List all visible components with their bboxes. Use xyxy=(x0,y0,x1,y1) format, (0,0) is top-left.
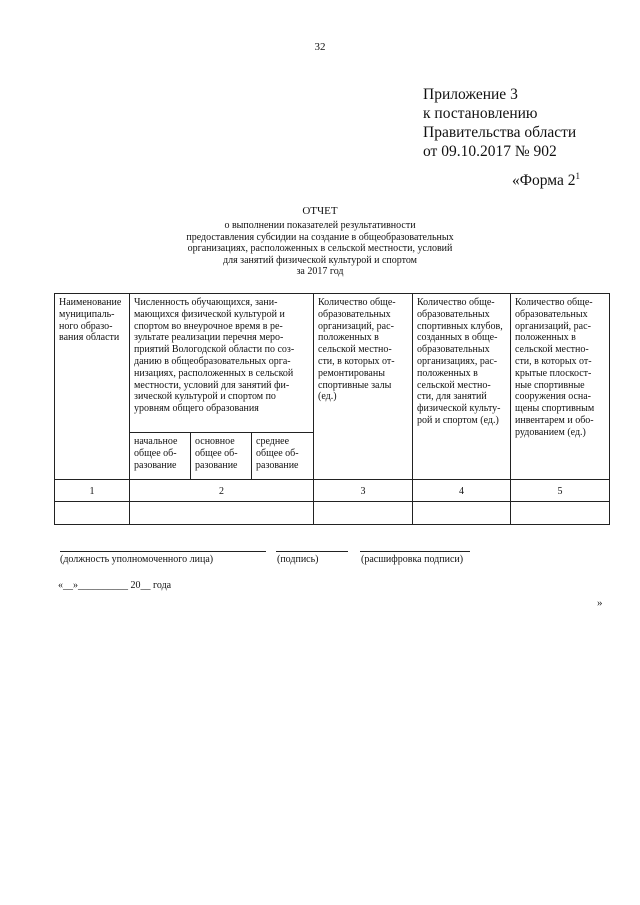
column-number: 3 xyxy=(360,486,366,497)
appendix-line: Приложение 3 xyxy=(423,86,518,103)
report-subtitle-line: за 2017 год xyxy=(296,266,344,278)
header-primary-level: начальное общее об-разование xyxy=(134,436,178,471)
signature-caption: (подпись) xyxy=(277,554,319,565)
appendix-line: от 09.10.2017 № 902 xyxy=(423,143,557,160)
report-table xyxy=(54,293,610,525)
closing-quote: » xyxy=(597,597,603,609)
form-label xyxy=(512,171,580,190)
header-gyms-repaired: Количество обще-образовательных организаций, рас-положенных в сельской местно-сти, в которых от-ремонтированы спортивные залы (ед.) xyxy=(318,297,396,403)
position-line xyxy=(60,551,266,552)
header-outdoor-facilities: Количество обще-образовательных организаций, рас-положенных в сельской местно-сти, в которых от-крытые плоскост-ные спортивные сооружения осна-щены спортивным инвентарем и обо-рудованием (ед.) xyxy=(515,297,595,438)
report-subtitle-line: о выполнении показателей результативности xyxy=(224,220,416,231)
page-number: 32 xyxy=(314,41,326,53)
report-subtitle xyxy=(150,220,490,278)
decoding-caption: (расшифровка подписи) xyxy=(361,554,464,565)
header-basic-level: основное общее об-разование xyxy=(195,436,238,471)
form-label-superscript: 1 xyxy=(575,171,580,181)
report-title: ОТЧЕТ xyxy=(302,205,338,217)
report-subtitle-line: для занятий физической культурой и спортом xyxy=(222,254,417,266)
header-sports-clubs: Количество обще-образовательных спортивных клубов, созданных в обще-образовательных организациях, рас-положенных в сельской местно-сти, для занятий физической культу-рой и спортом (ед.) xyxy=(417,297,503,426)
column-number: 1 xyxy=(89,486,95,497)
form-label-text: «Форма 2 xyxy=(512,172,576,190)
header-secondary-level: среднее общее об-разование xyxy=(256,436,299,471)
table-rule xyxy=(609,293,610,525)
decoding-line xyxy=(360,551,470,552)
table-rule xyxy=(54,524,610,525)
report-subtitle-line: предоставления субсидии на создание в общеобразовательных xyxy=(186,231,454,243)
table-rule xyxy=(54,479,610,480)
column-number: 4 xyxy=(459,486,464,497)
header-municipality: Наименование муниципаль-ного образо-вания области xyxy=(59,297,122,344)
appendix-line: к постановлению xyxy=(423,105,538,122)
signature-line xyxy=(276,551,348,552)
report-subtitle-line: организациях, расположенных в сельской местности, условий xyxy=(187,243,453,255)
appendix-line: Правительства области xyxy=(423,124,577,141)
position-caption: (должность уполномоченного лица) xyxy=(60,554,214,565)
column-number: 2 xyxy=(219,486,224,497)
header-students: Численность обучающихся, зани-мающихся физической культурой и спортом во внеурочное время в ре-зультате реализации перечня меро-приятий Вологодской области по соз-данию в общеобразовательных орга-низациях, расположенных в сельской местности, условий для занятий фи-зической культурой и спортом по уровням общего образования xyxy=(134,297,295,415)
table-rule xyxy=(54,501,610,502)
appendix-block xyxy=(423,85,576,161)
column-number: 5 xyxy=(557,486,563,497)
date-line: «__»__________ 20__ года xyxy=(58,580,172,591)
